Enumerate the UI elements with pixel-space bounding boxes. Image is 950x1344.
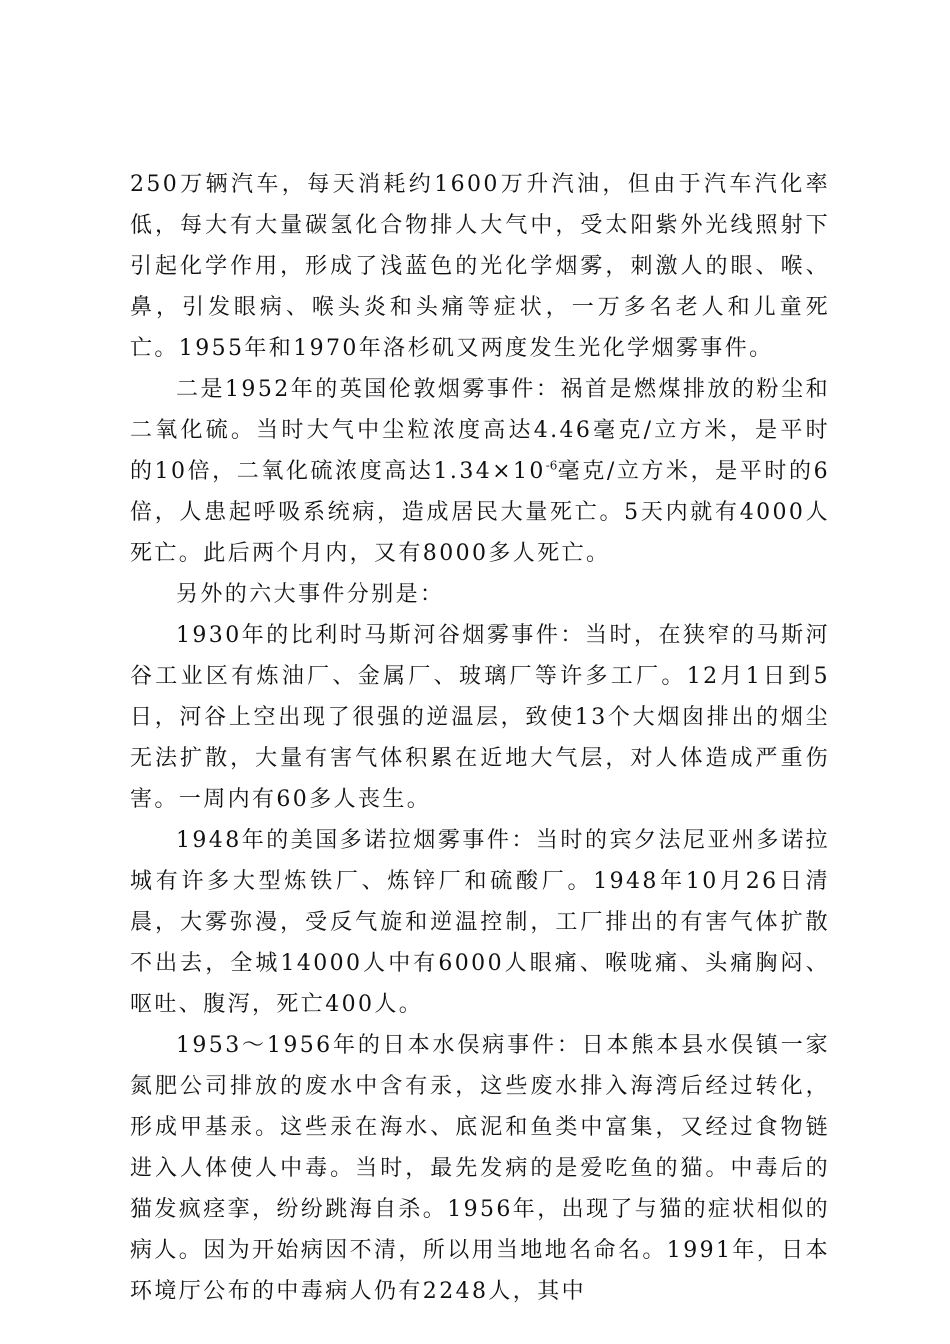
exponent: -6 (545, 458, 558, 473)
paragraph-six-events-intro: 另外的六大事件分别是： (176, 582, 445, 607)
paragraph-meuse-valley (130, 615, 830, 820)
paragraph-lead: 1930年的比利时马斯河谷烟雾事件： (176, 623, 585, 648)
paragraph-minamata-disease (130, 1025, 830, 1312)
paragraph-london-smog (130, 369, 830, 574)
paragraph-donora-smog (130, 820, 830, 1025)
paragraph-text: 当时，在狭窄的马斯河谷工业区有炼油厂、金属厂、玻璃厂等许多工厂。12月1日到5日，河谷上空出现了很强的逆温层，致使13个大烟囱排出的烟尘无法扩散，大量有害气体积累在近地大气层，对人体造成严重伤害。一周内有60多人丧生。 (130, 623, 830, 812)
paragraph-lead: 1953～1956年的日本水俣病事件： (176, 1033, 582, 1058)
paragraph-text: 祸首是燃煤排放的粉尘和二氧化硫。当时大气中尘粒浓度高达4.46毫克/立方米，是平时的10倍，二氧化硫浓度高达1.34×10 (130, 377, 830, 484)
paragraph-lead: 二是1952年的英国伦敦烟雾事件： (176, 377, 561, 402)
paragraph-text: 日本熊本县水俣镇一家氮肥公司排放的废水中含有汞，这些废水排入海湾后经过转化，形成甲基汞。这些汞在海水、底泥和鱼类中富集，又经过食物链进入人体使人中毒。当时，最先发病的是爱吃鱼的猫。中毒后的猫发疯痉挛，纷纷跳海自杀。1956年，出现了与猫的症状相似的病人。因为开始病因不清，所以用当地地名命名。1991年，日本环境厅公布的中毒病人仍有2248人，其中 (130, 1033, 830, 1304)
paragraph-text: 毫克/立方米，是平时的6倍，人患起呼吸系统病，造成居民大量死亡。5天内就有4000人死亡。此后两个月内，又有8000多人死亡。 (130, 459, 830, 566)
paragraph-los-angeles-continued: 250万辆汽车，每天消耗约1600万升汽油，但由于汽车汽化率低，每大有大量碳氢化合物排人大气中，受太阳紫外光线照射下引起化学作用，形成了浅蓝色的光化学烟雾，刺激人的眼、喉、鼻，引发眼病、喉头炎和头痛等症状，一万多名老人和儿童死亡。1955年和1970年洛杉矶又两度发生光化学烟雾事件。 (130, 172, 830, 361)
document-body (130, 164, 830, 1312)
paragraph-text: 当时的宾夕法尼亚州多诺拉城有许多大型炼铁厂、炼锌厂和硫酸厂。1948年10月26日清晨，大雾弥漫，受反气旋和逆温控制，工厂排出的有害气体扩散不出去，全城14000人中有6000人眼痛、喉咙痛、头痛胸闷、呕吐、腹泻，死亡400人。 (130, 828, 830, 1017)
paragraph-lead: 1948年的美国多诺拉烟雾事件： (176, 828, 536, 853)
